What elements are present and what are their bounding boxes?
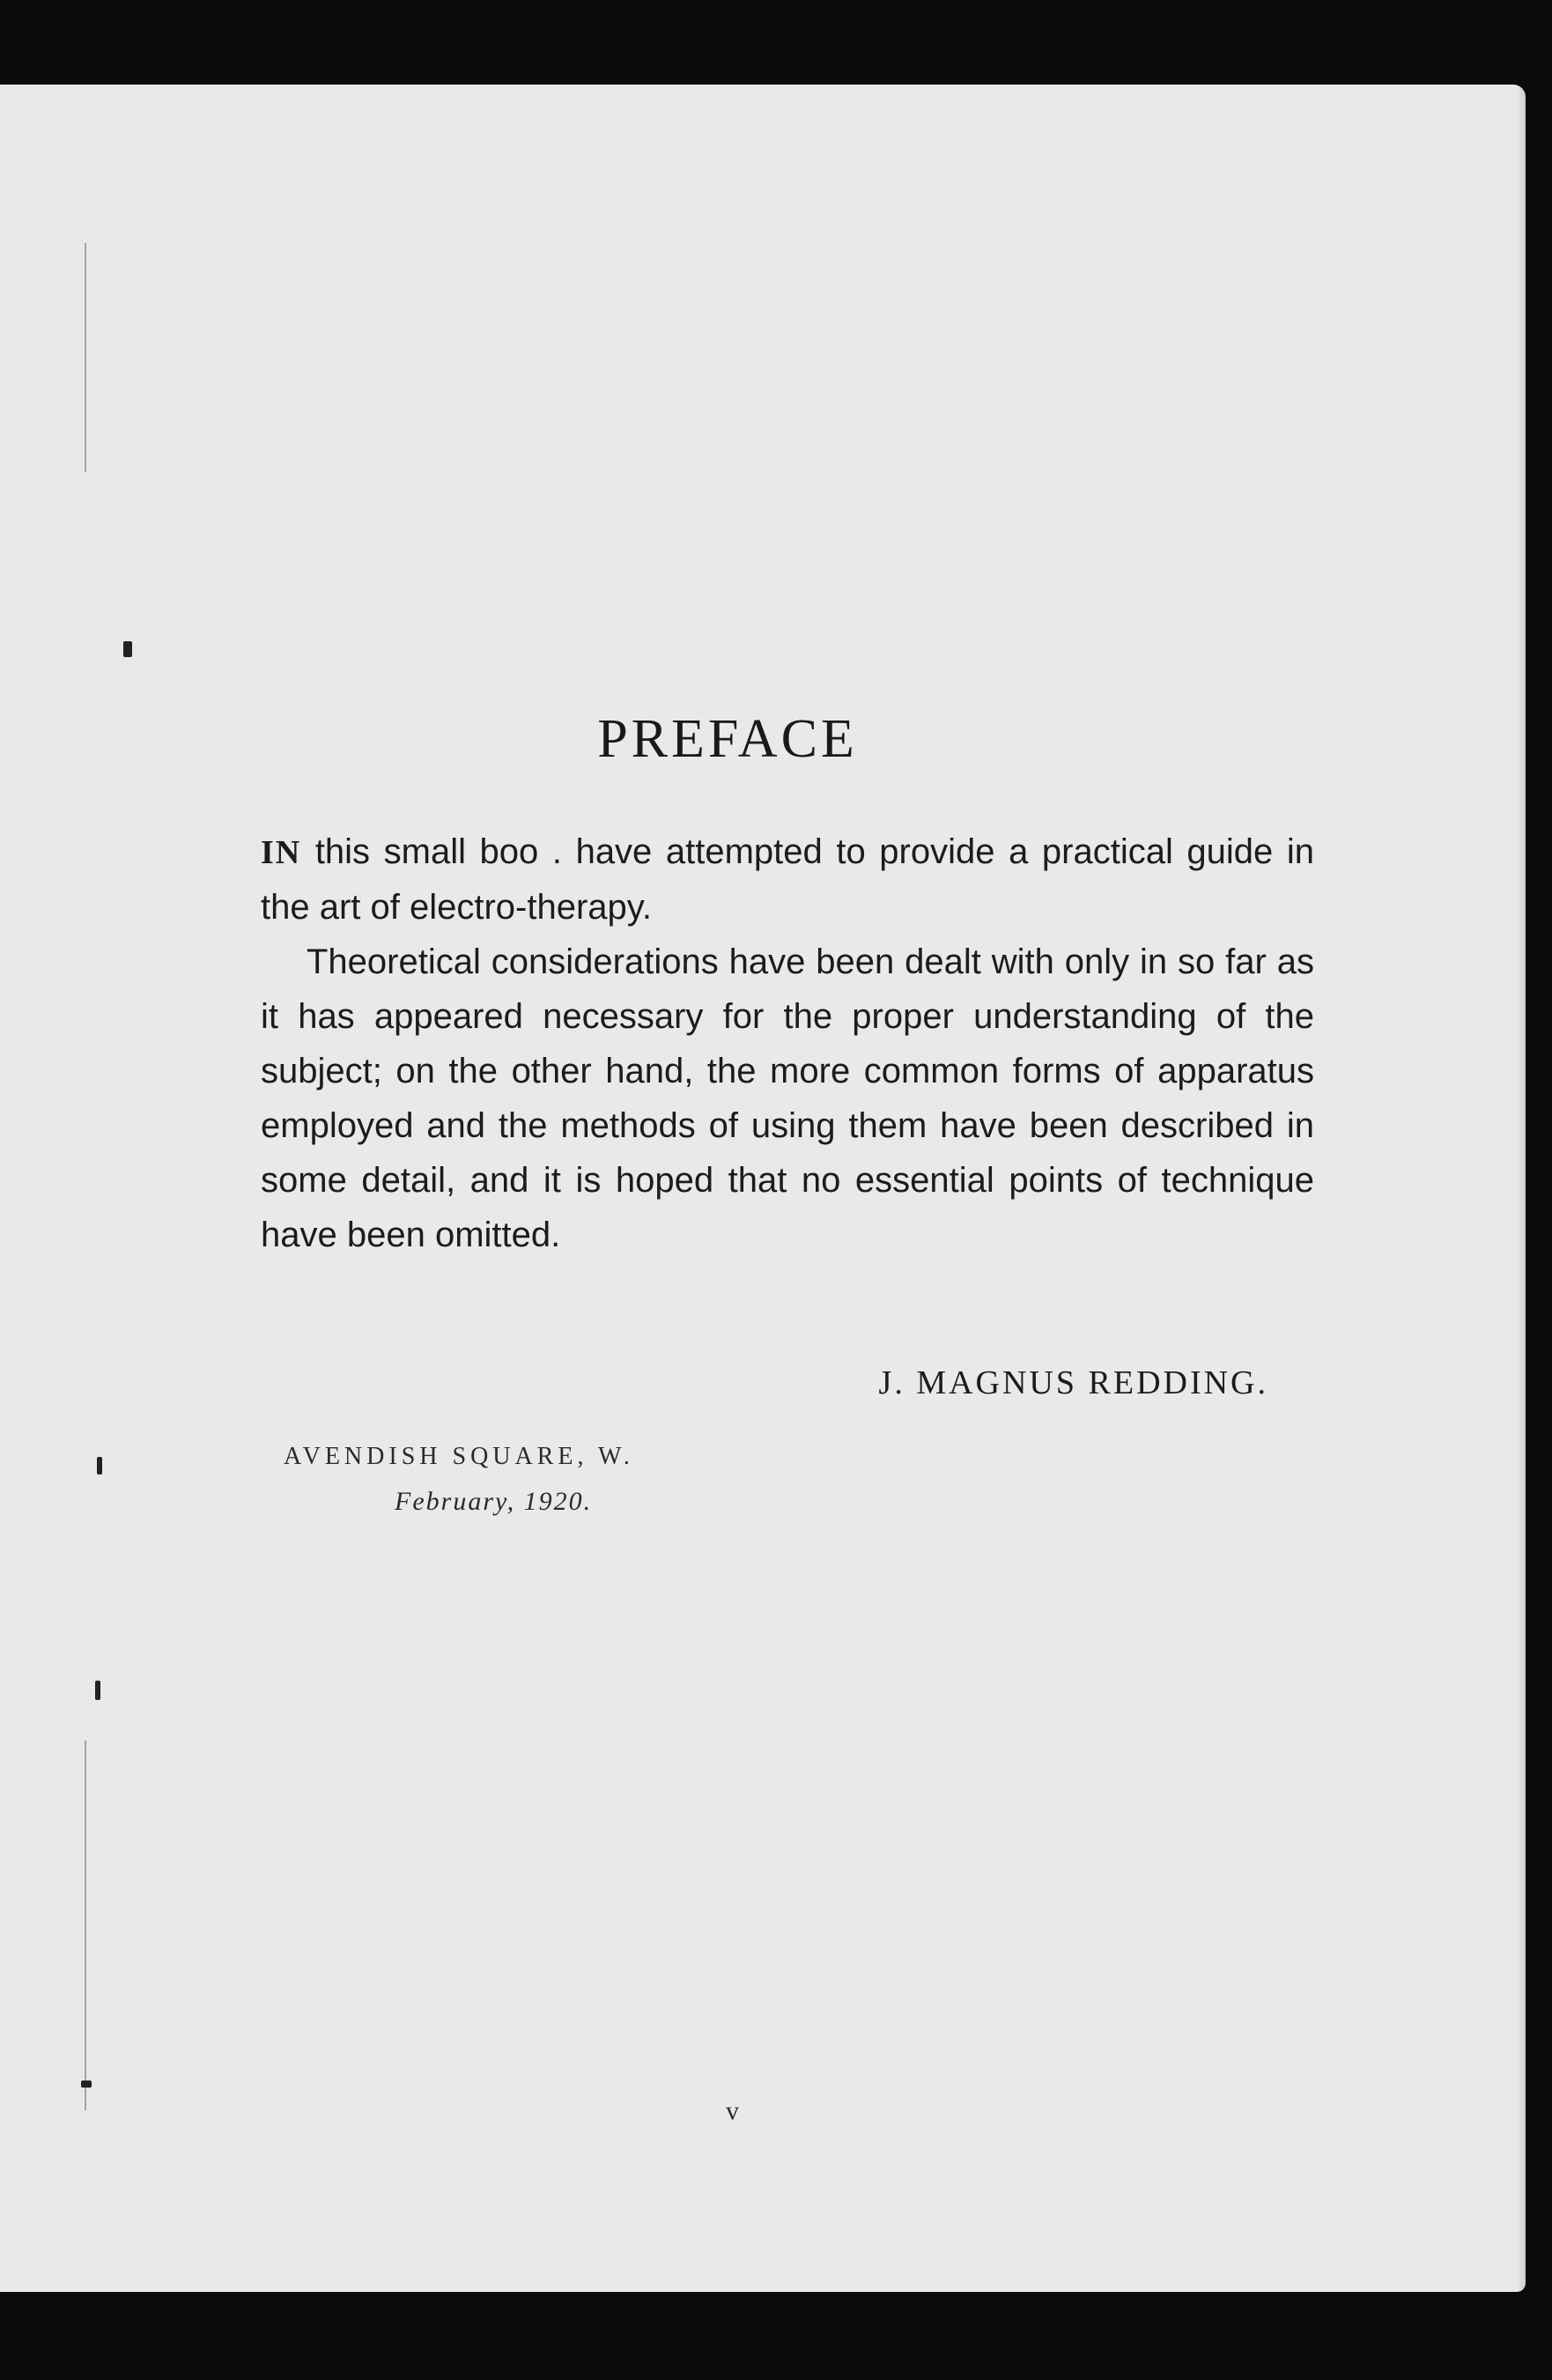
preface-body: [261, 824, 1314, 1262]
page-title: PREFACE: [597, 709, 858, 769]
paragraph-1: [261, 824, 1314, 935]
margin-mark: [97, 1457, 102, 1475]
preface-date: February, 1920.: [395, 1487, 593, 1516]
margin-mark: [123, 641, 132, 657]
lead-in-word: IN: [261, 834, 302, 871]
paragraph-2: Theoretical considerations have been dealt with only in so far as it has appeared necessary for the proper understanding of the subject; on the other hand, the more common forms of apparatus employed and the methods of using them have been described in some detail, and it is hoped that no essential points of technique have been omitted.: [261, 942, 1314, 1254]
book-page: [0, 85, 1526, 2292]
gutter-line: [85, 243, 86, 472]
gutter-line: [85, 1741, 86, 2110]
margin-mark: [95, 1681, 100, 1700]
author-address: AVENDISH SQUARE, W.: [284, 1443, 634, 1470]
page-edge-shadow: [1517, 85, 1526, 2292]
page-number: v: [726, 2096, 739, 2125]
author-signature: J. MAGNUS REDDING.: [878, 1364, 1268, 1401]
paragraph-1-text: this small boo . have attempted to provide a practical guide in the art of electro-therapy.: [261, 832, 1314, 927]
margin-mark: [81, 2081, 92, 2088]
